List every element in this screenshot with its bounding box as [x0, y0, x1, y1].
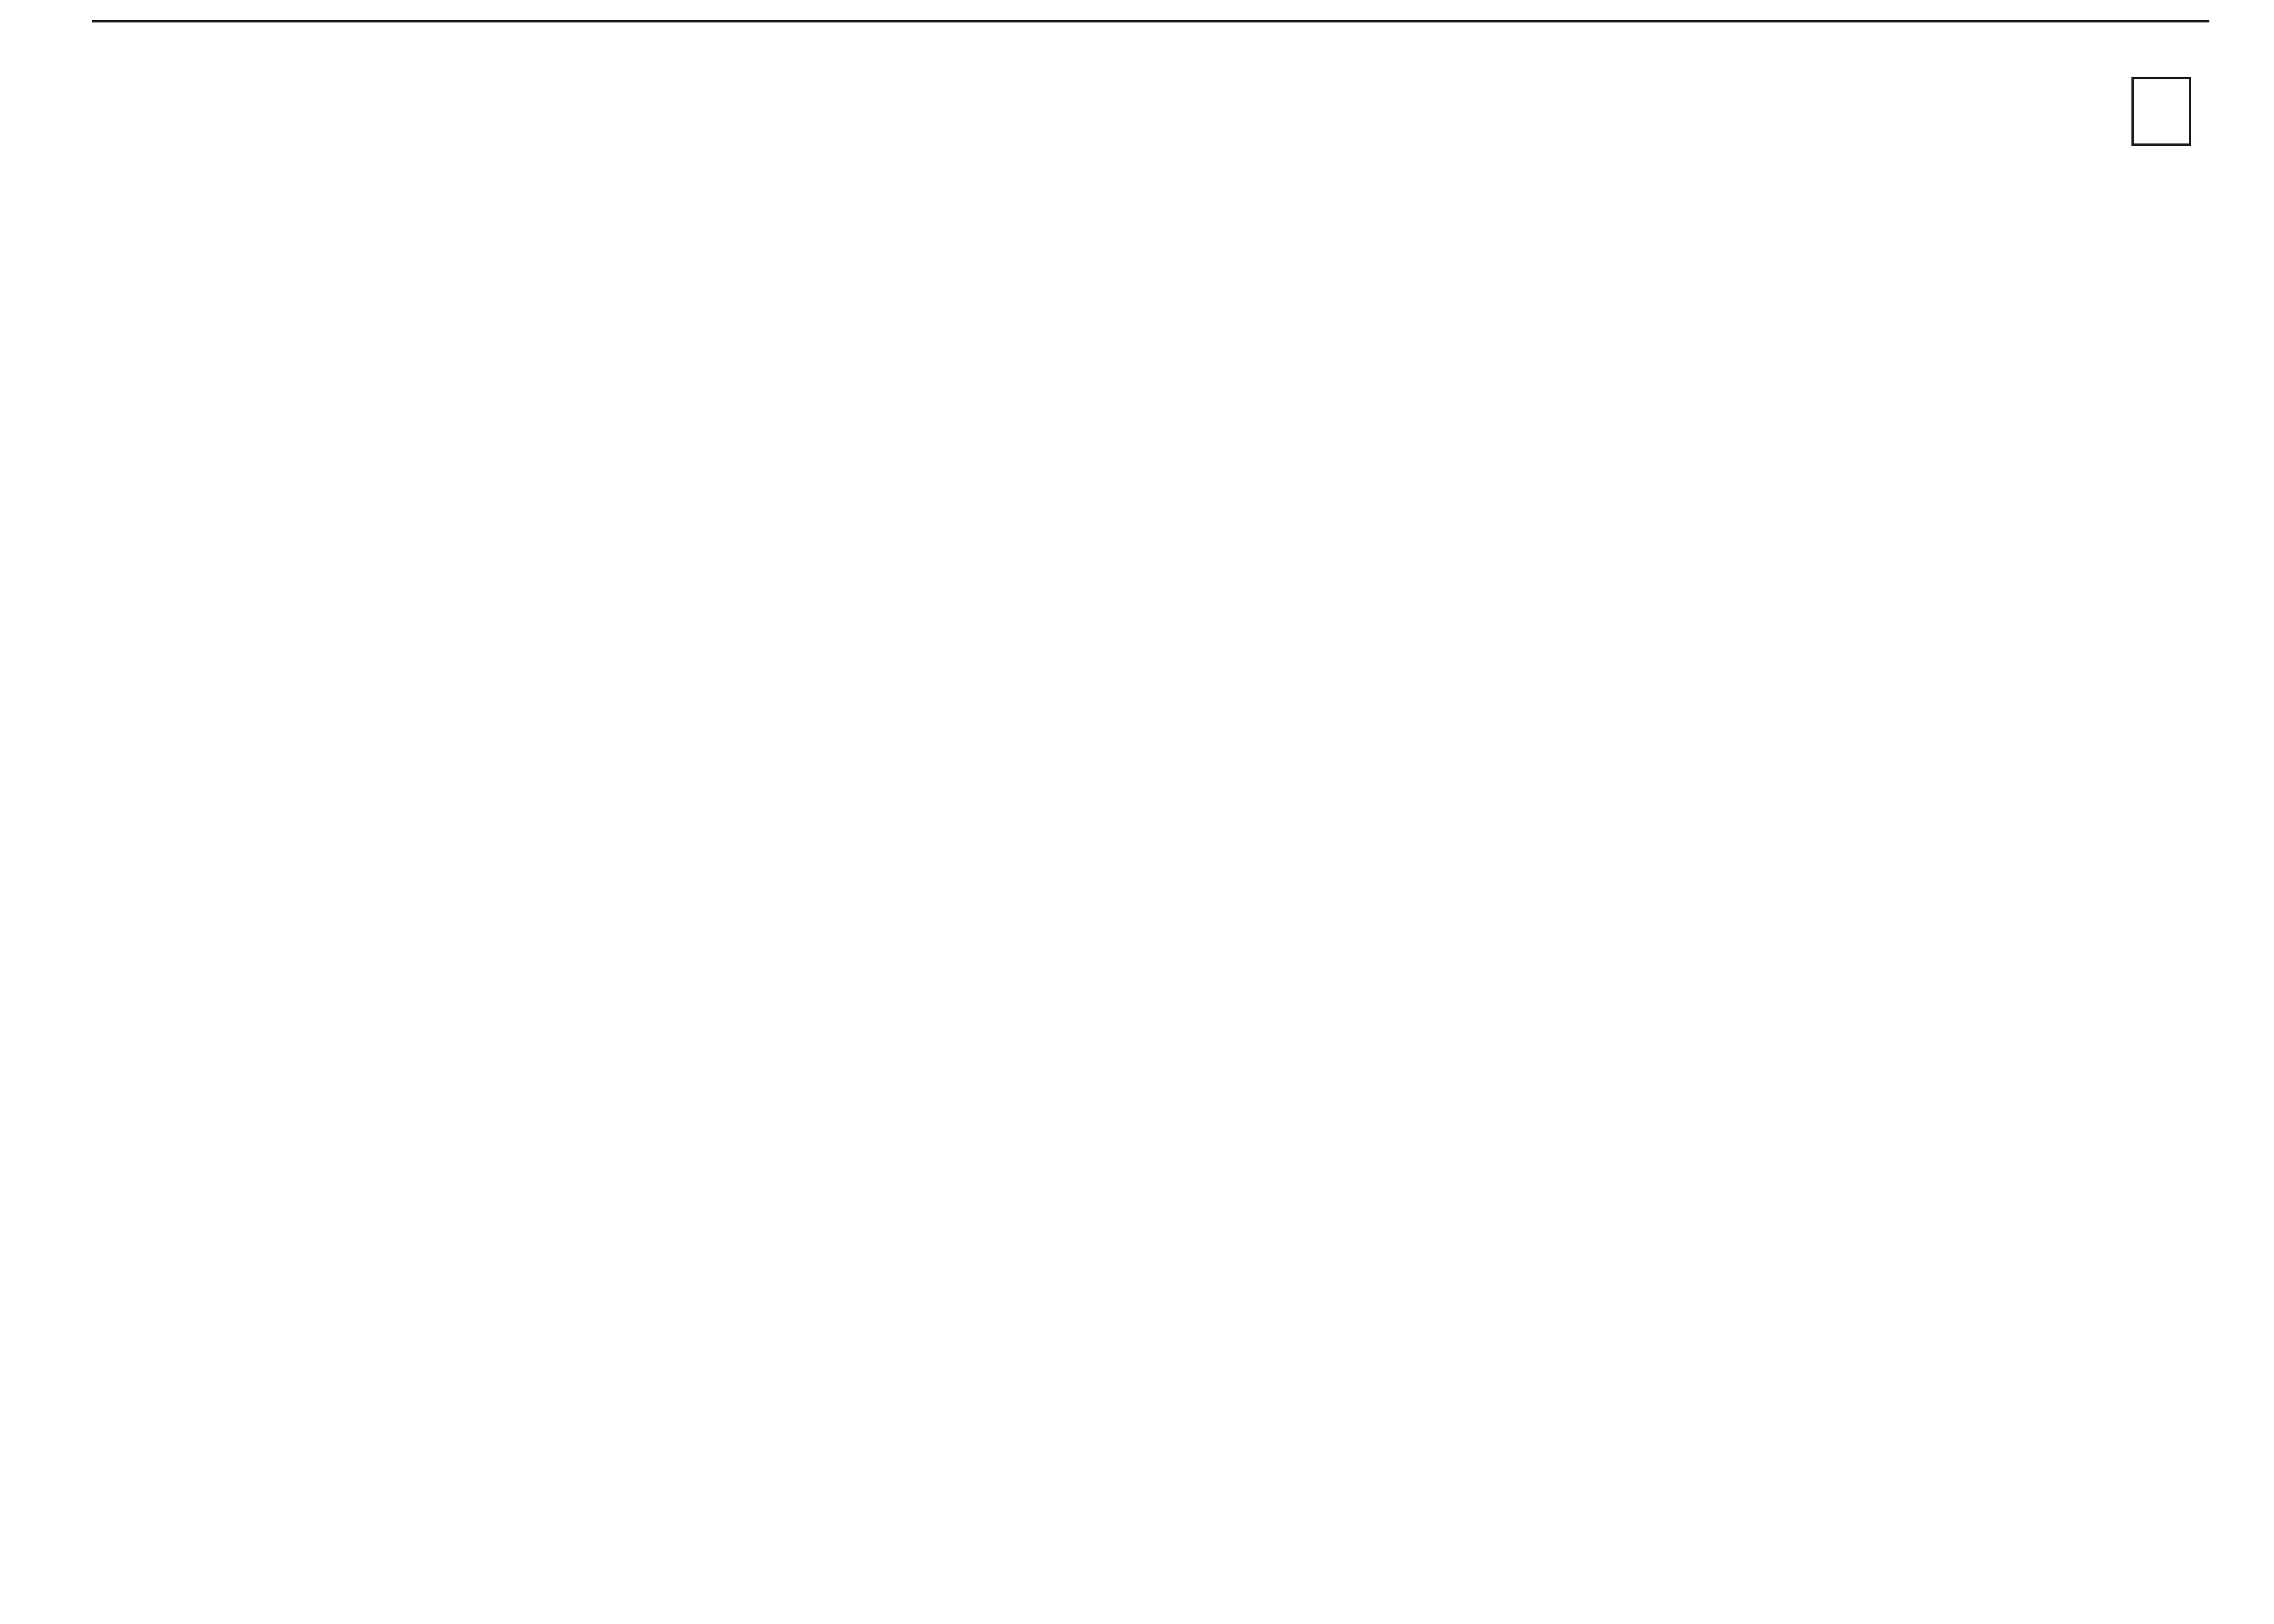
top-rule — [92, 20, 2209, 22]
sheet-number-box — [2131, 77, 2191, 146]
